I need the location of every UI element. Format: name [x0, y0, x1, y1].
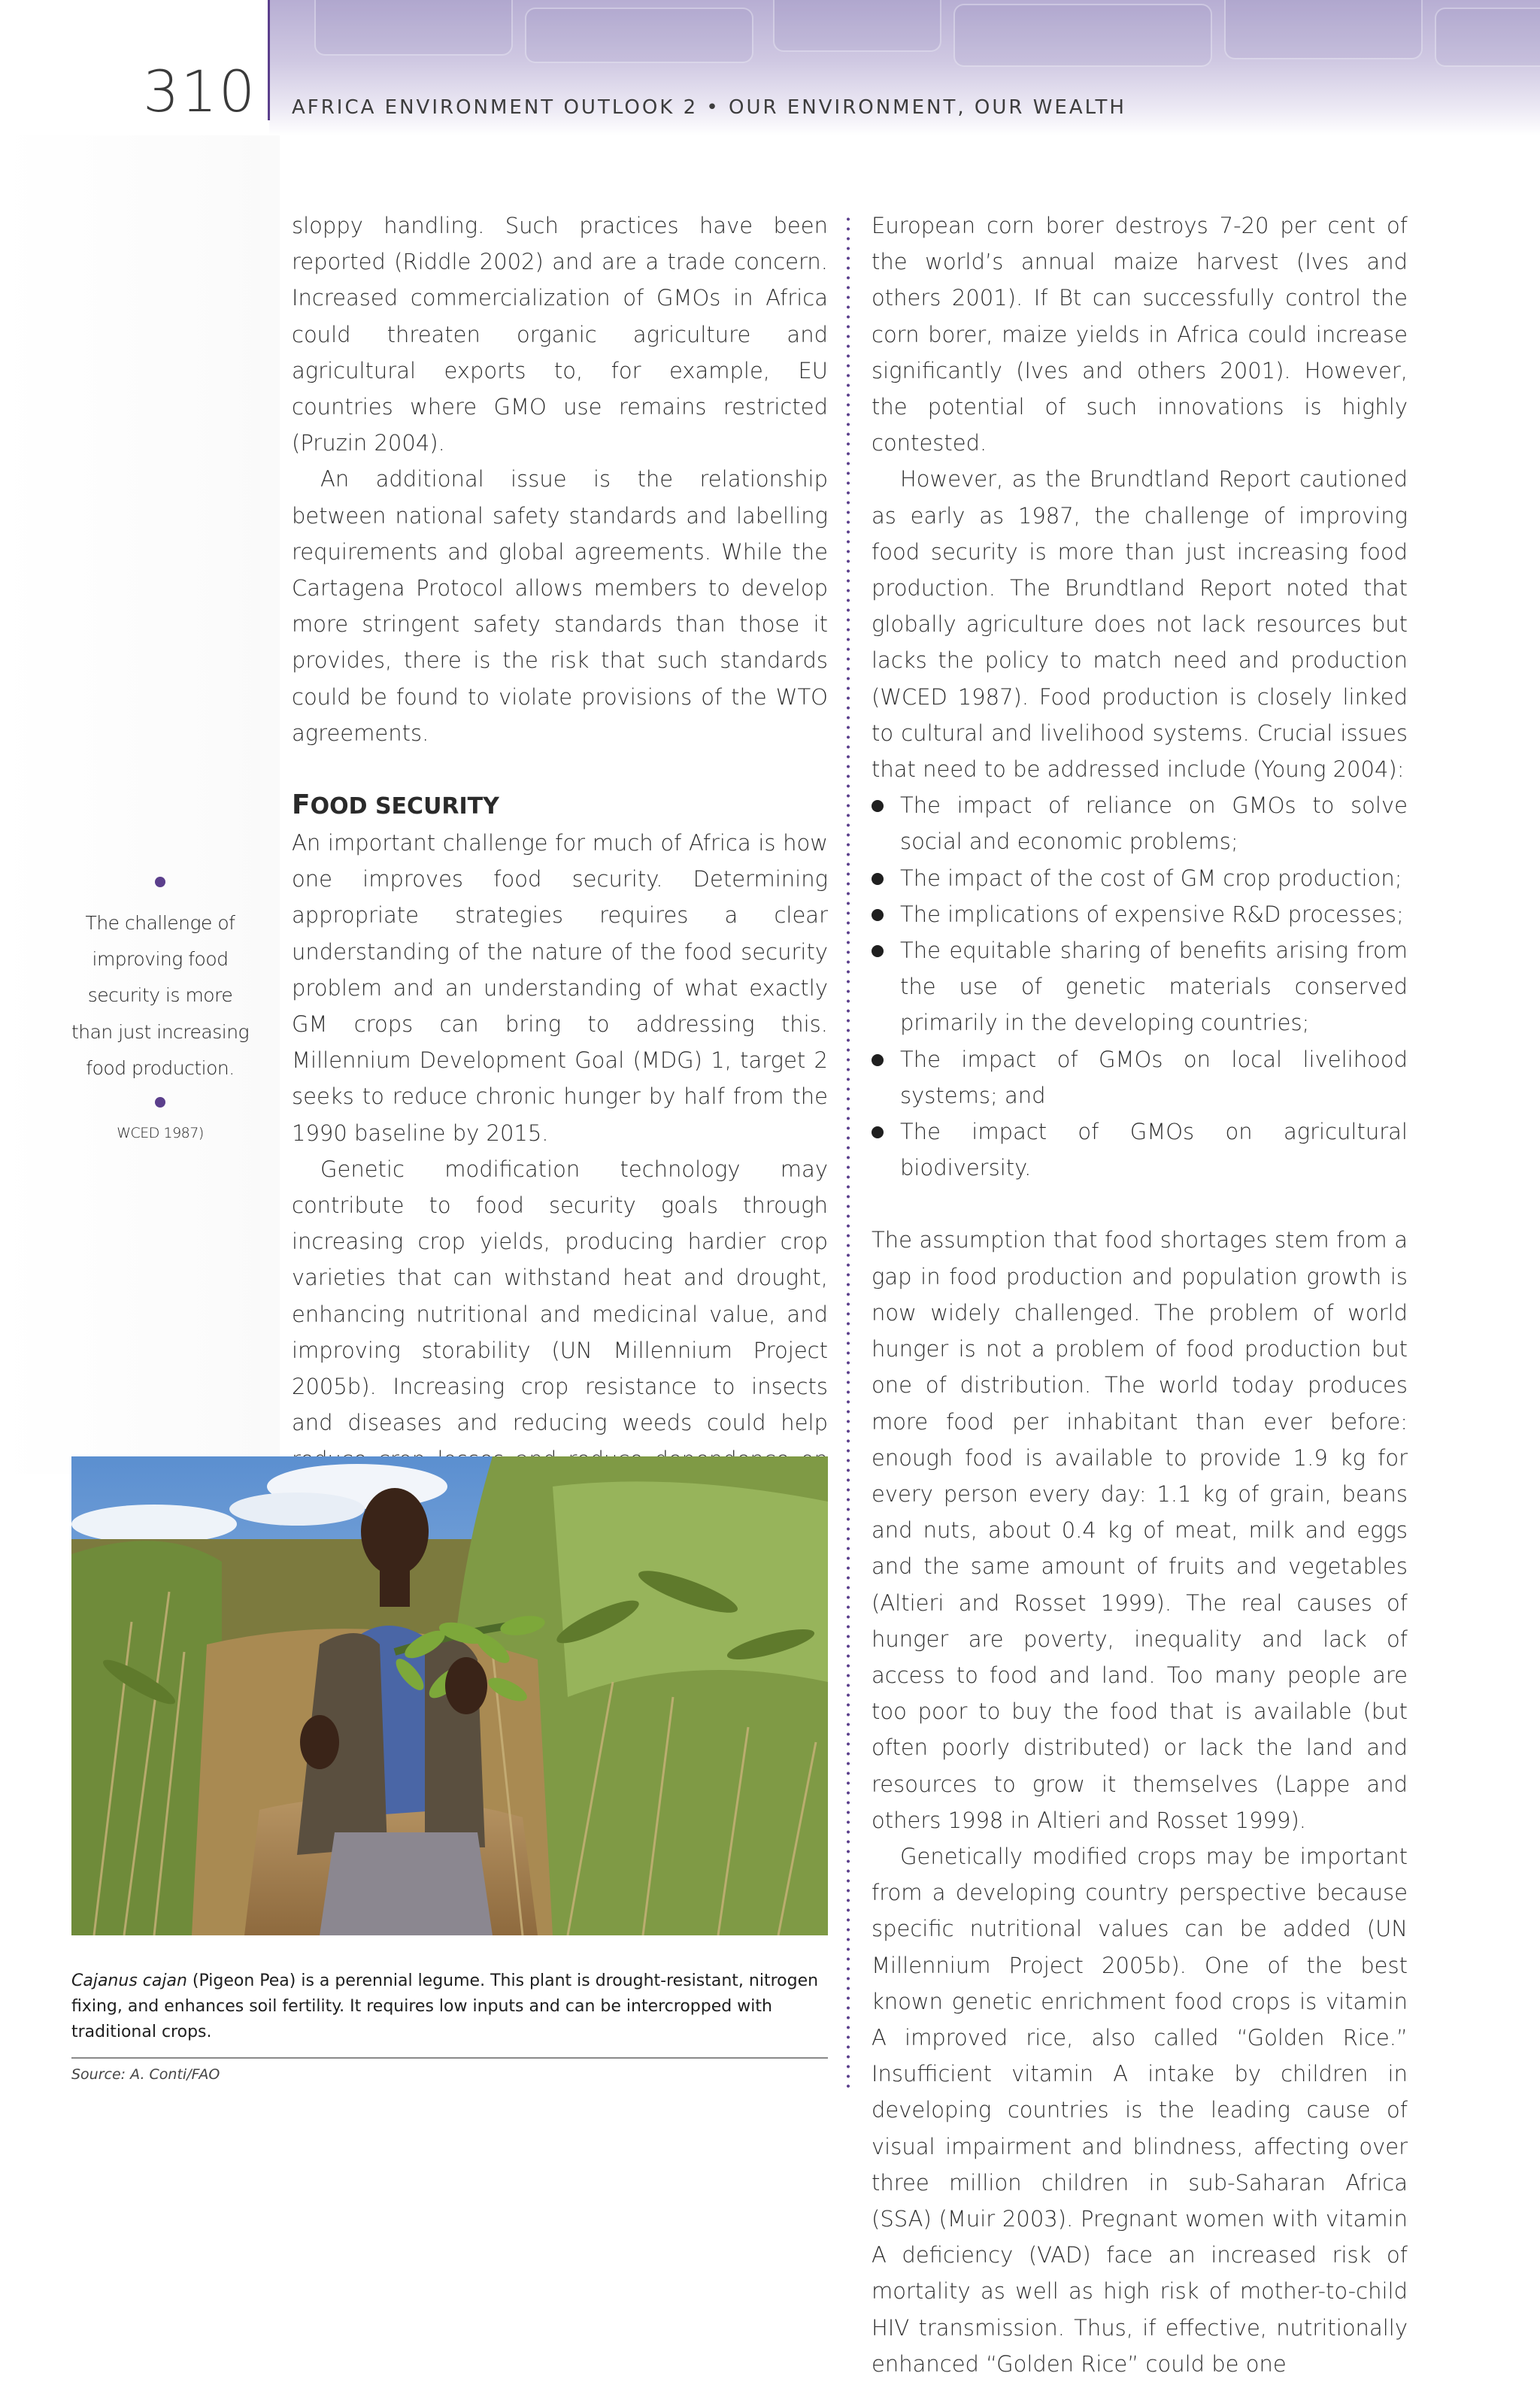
list-item: The impact of the cost of GM crop production;: [872, 860, 1408, 896]
paragraph: Genetic modification technology may contribute to food security goals through increasing crop yields, producing hardier crop varieties that can withstand heat and drought, enhancing nutritional and medicinal value, and improving storability (UN Millennium Project 2005b). Increasing crop resistance to insects and diseases and reducing weeds could help: [292, 1156, 828, 1436]
bullet-dot-icon: [155, 1097, 165, 1108]
page-number: 310: [143, 58, 257, 125]
header-divider: [268, 0, 270, 120]
photo-source: Source: A. Conti/FAO: [71, 2066, 220, 2083]
caption-text: (Pigeon Pea) is a perennial legume. This plant is drought-resistant, nitrogen fixing, and enhances soil fertility. It requires low inputs and can be intercropped with traditional crops.: [71, 1971, 819, 2041]
text-column-right: [872, 208, 1408, 2382]
paragraph: Genetically modified crops may be important from a developing country perspective because specific nutritional values can be added (UN Millennium Project 2005b). One of the best known genetic enrichment food crops is vitamin A improved rice, also called “Golden Rice.” Insufficient vitamin A intake by children in developing countries is the leading cause of visual impairment and blindness, affecting over three million children in sub-Saharan Africa (SSA) (Muir 2003). Pregnant women with vitamin A deficiency (VAD) face an increased risk of mortality as well as high risk of mother-to-child HIV transmission. Thus, if effective, nutritionally enhanced “Golden Rice” could be one: [872, 1843, 1408, 2377]
pull-quote: [68, 869, 253, 1151]
paragraph: An additional issue is the relationship between national safety standards and labelling requirements and global agreements. While the Cartagena Protocol allows members to develop more stringent safety standards than those it provides, there is the risk that such standards could be found to violate provisions of the WTO agreements.: [292, 466, 828, 746]
pull-quote-text: The challenge of improving food security is more than just increasing food production.: [71, 912, 250, 1079]
running-title: AFRICA ENVIRONMENT OUTLOOK 2 • OUR ENVIRONMENT, OUR WEALTH: [292, 96, 1126, 119]
paragraph: The assumption that food shortages stem from a gap in food production and population growth is now widely challenged. The problem of world hunger is not a problem of food production but one of distribution. The world today produces more food per inhabitant than ever before: enough food is available to provide 1.9 kg for every person every day: 1.1 kg of grain, beans and nuts, about 0.4 kg of meat, milk and eggs and the same amount of fruits and vegetables (Altieri and Rosset 1999). The real causes of hunger are poverty, inequality and lack of access to food and land. Too many people are too poor to buy the food that is available (but often poorly distributed) or lack the land and resources to grow it themselves (Lappe and others 1998 in Altieri and Rosset 1999).: [872, 1227, 1408, 1833]
column-divider: [847, 214, 850, 2090]
paragraph: European corn borer destroys 7-20 per cent of the world’s annual maize harvest (Ives and others 2001). If Bt can successfully control the corn borer, maize yields in Africa could increase significantly (Ives and others 2001). However, the potential of such innovations is highly contested.: [872, 213, 1408, 456]
list-item: The impact of GMOs on agricultural biodiversity.: [872, 1114, 1408, 1186]
photo-caption: [71, 1968, 828, 2045]
heading-rest: OOD SECURITY: [310, 793, 499, 820]
text-column-left: [292, 208, 828, 1586]
bullet-dot-icon: [155, 877, 165, 887]
list-item: The equitable sharing of benefits arising from the use of genetic materials conserved primarily in the developing countries;: [872, 932, 1408, 1041]
caption-divider: [71, 2057, 828, 2059]
pull-quote-source: WCED 1987): [117, 1125, 204, 1142]
list-item: The impact of reliance on GMOs to solve social and economic problems;: [872, 787, 1408, 859]
list-item: The implications of expensive R&D processes;: [872, 896, 1408, 932]
heading-initial: F: [292, 789, 311, 821]
paragraph: sloppy handling. Such practices have been reported (Riddle 2002) and are a trade concern. Increased commercialization of GMOs in Africa could threaten organic agriculture and agricultural exports to, for example, EU countries where GMO use remains restricted (Pruzin 2004).: [292, 213, 828, 456]
section-heading-food-security: [292, 787, 828, 825]
issues-list: [872, 787, 1408, 1186]
photo-pigeon-pea-farmer: [71, 1456, 828, 1935]
paragraph: However, as the Brundtland Report cautioned as early as 1987, the challenge of improving food security is more than just increasing food production. The Brundtland Report noted that globally agriculture does not lack resources but lacks the policy to match need and production (WCED 1987). Food production is closely linked to cultural and livelihood systems. Crucial issues that need to be addressed include (Young 2004):: [872, 466, 1408, 783]
caption-species: Cajanus cajan: [71, 1971, 187, 1990]
margin-background: [0, 135, 280, 1474]
list-item: The impact of GMOs on local livelihood systems; and: [872, 1041, 1408, 1114]
paragraph: An important challenge for much of Africa is how one improves food security. Determining appropriate strategies requires a clear understanding of the nature of the food security problem and an understanding of what exactly GM crops can bring to addressing this. Millennium Development Goal (MDG) 1, target 2 seeks to reduce chronic hunger by half from the 1990 baseline by 2015.: [292, 830, 828, 1146]
